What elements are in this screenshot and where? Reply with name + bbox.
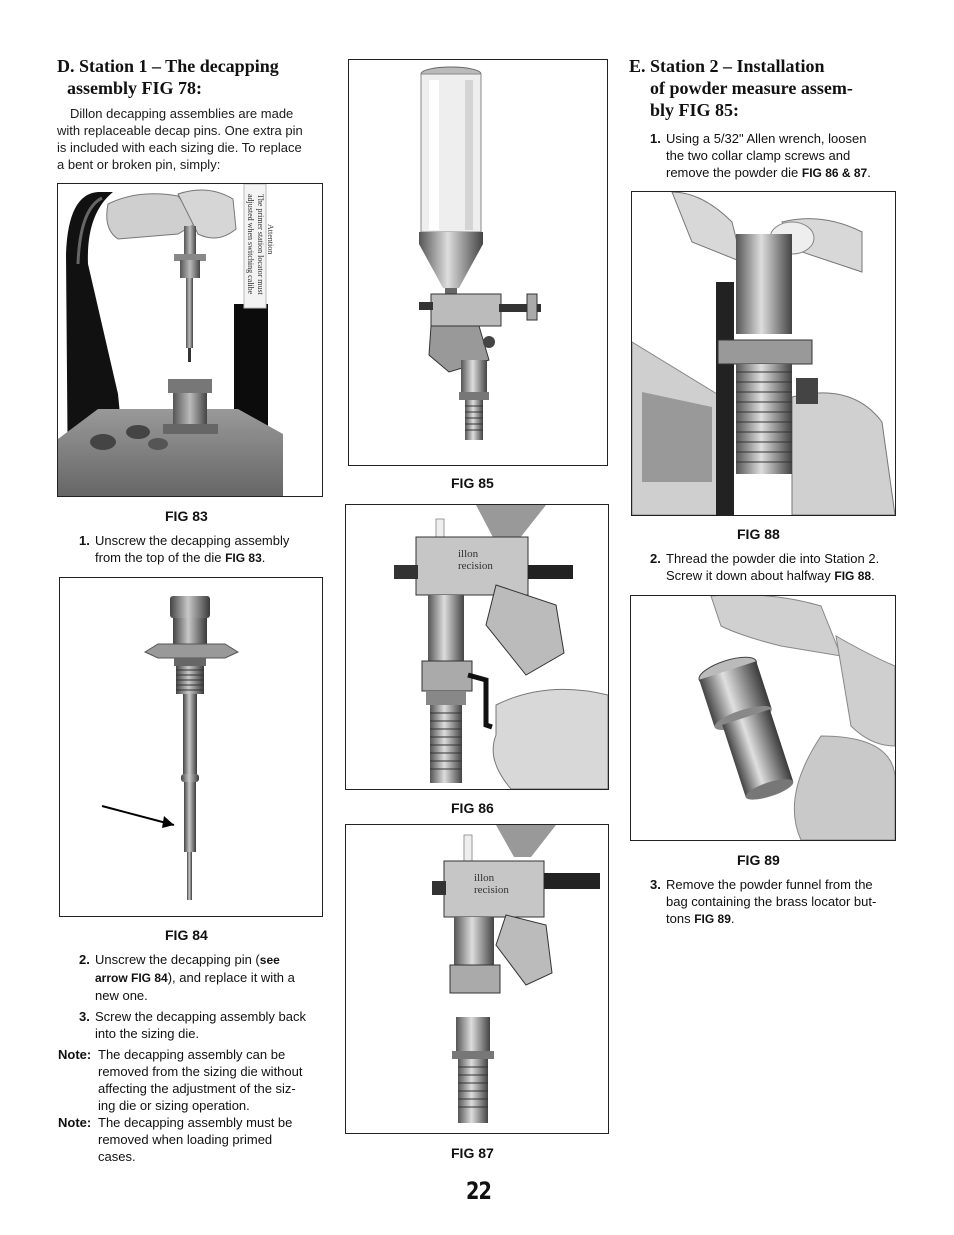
powder-funnel-illustration (631, 596, 895, 840)
left-step-1: 1. Unscrew the decapping assembly from the top of the die FIG 83. (79, 533, 290, 565)
right-step-3: 3. Remove the powder funnel from the bag containing the brass locator but- tons FIG 89. (650, 877, 877, 926)
svg-text:illon: illon (458, 548, 479, 560)
fig89-photo (630, 595, 896, 841)
powder-die-removed-illustration (346, 825, 608, 1133)
fig83-photo (57, 183, 323, 497)
fig83-caption: FIG 83 (165, 508, 208, 524)
section-d-heading: D. Station 1 – The decapping assembly FIG 78: (57, 56, 279, 98)
fig88-caption: FIG 88 (737, 526, 780, 542)
svg-text:recision: recision (458, 560, 493, 572)
fig86-photo (345, 504, 609, 790)
right-step-2: 2. Thread the powder die into Station 2. Screw it down about halfway FIG 88. (650, 551, 880, 583)
fig88-photo (631, 191, 896, 516)
left-step-3: 3. Screw the decapping assembly back into the sizing die. (79, 1009, 307, 1041)
thread-rings (176, 666, 204, 694)
svg-text:Attention: Attention (266, 224, 275, 255)
section-d-intro: Dillon decapping assemblies are made with replaceable decap pins. One extra pin is included with each sizing die. To replace a bent or broken pin, simply: (57, 106, 303, 172)
svg-text:recision: recision (474, 884, 509, 896)
powder-measure-illustration (349, 60, 607, 465)
thread-powder-die-illustration (632, 192, 895, 515)
fig84-photo (59, 577, 323, 917)
arrow-head (162, 816, 174, 828)
fig85-photo (348, 59, 608, 466)
fig87-photo (345, 824, 609, 1134)
removing-powder-die-illustration (346, 505, 608, 789)
svg-text:adjusted when switching calibe: adjusted when switching calibe (246, 194, 255, 295)
svg-text:illon: illon (474, 872, 495, 884)
svg-text:The primer station locator mus: The primer station locator must (256, 194, 265, 295)
page-number: 22 (466, 1177, 492, 1205)
left-step-2: 2. Unscrew the decapping pin (see arrow FIG 84), and replace it with a new one. (79, 952, 295, 1003)
note-2: Note: The decapping assembly must be removed when loading primed cases. (58, 1115, 293, 1164)
fig84-caption: FIG 84 (165, 927, 208, 943)
fig89-caption: FIG 89 (737, 852, 780, 868)
fig85-caption: FIG 85 (451, 475, 494, 491)
fig87-caption: FIG 87 (451, 1145, 494, 1161)
note-1: Note: The decapping assembly can be removed from the sizing die without affecting the adjustment of the siz- ing die or sizing operation. (58, 1047, 303, 1113)
fig86-caption: FIG 86 (451, 800, 494, 816)
decapping-press-illustration (58, 184, 322, 496)
decapping-pin-illustration (60, 578, 322, 916)
section-e-heading: E. Station 2 – Installation of powder measure assem- bly FIG 85: (629, 56, 853, 120)
attention-label-text (246, 194, 275, 296)
right-step-1: 1. Using a 5/32" Allen wrench, loosen the two collar clamp screws and remove the powder die FIG 86 & 87. (650, 131, 871, 180)
